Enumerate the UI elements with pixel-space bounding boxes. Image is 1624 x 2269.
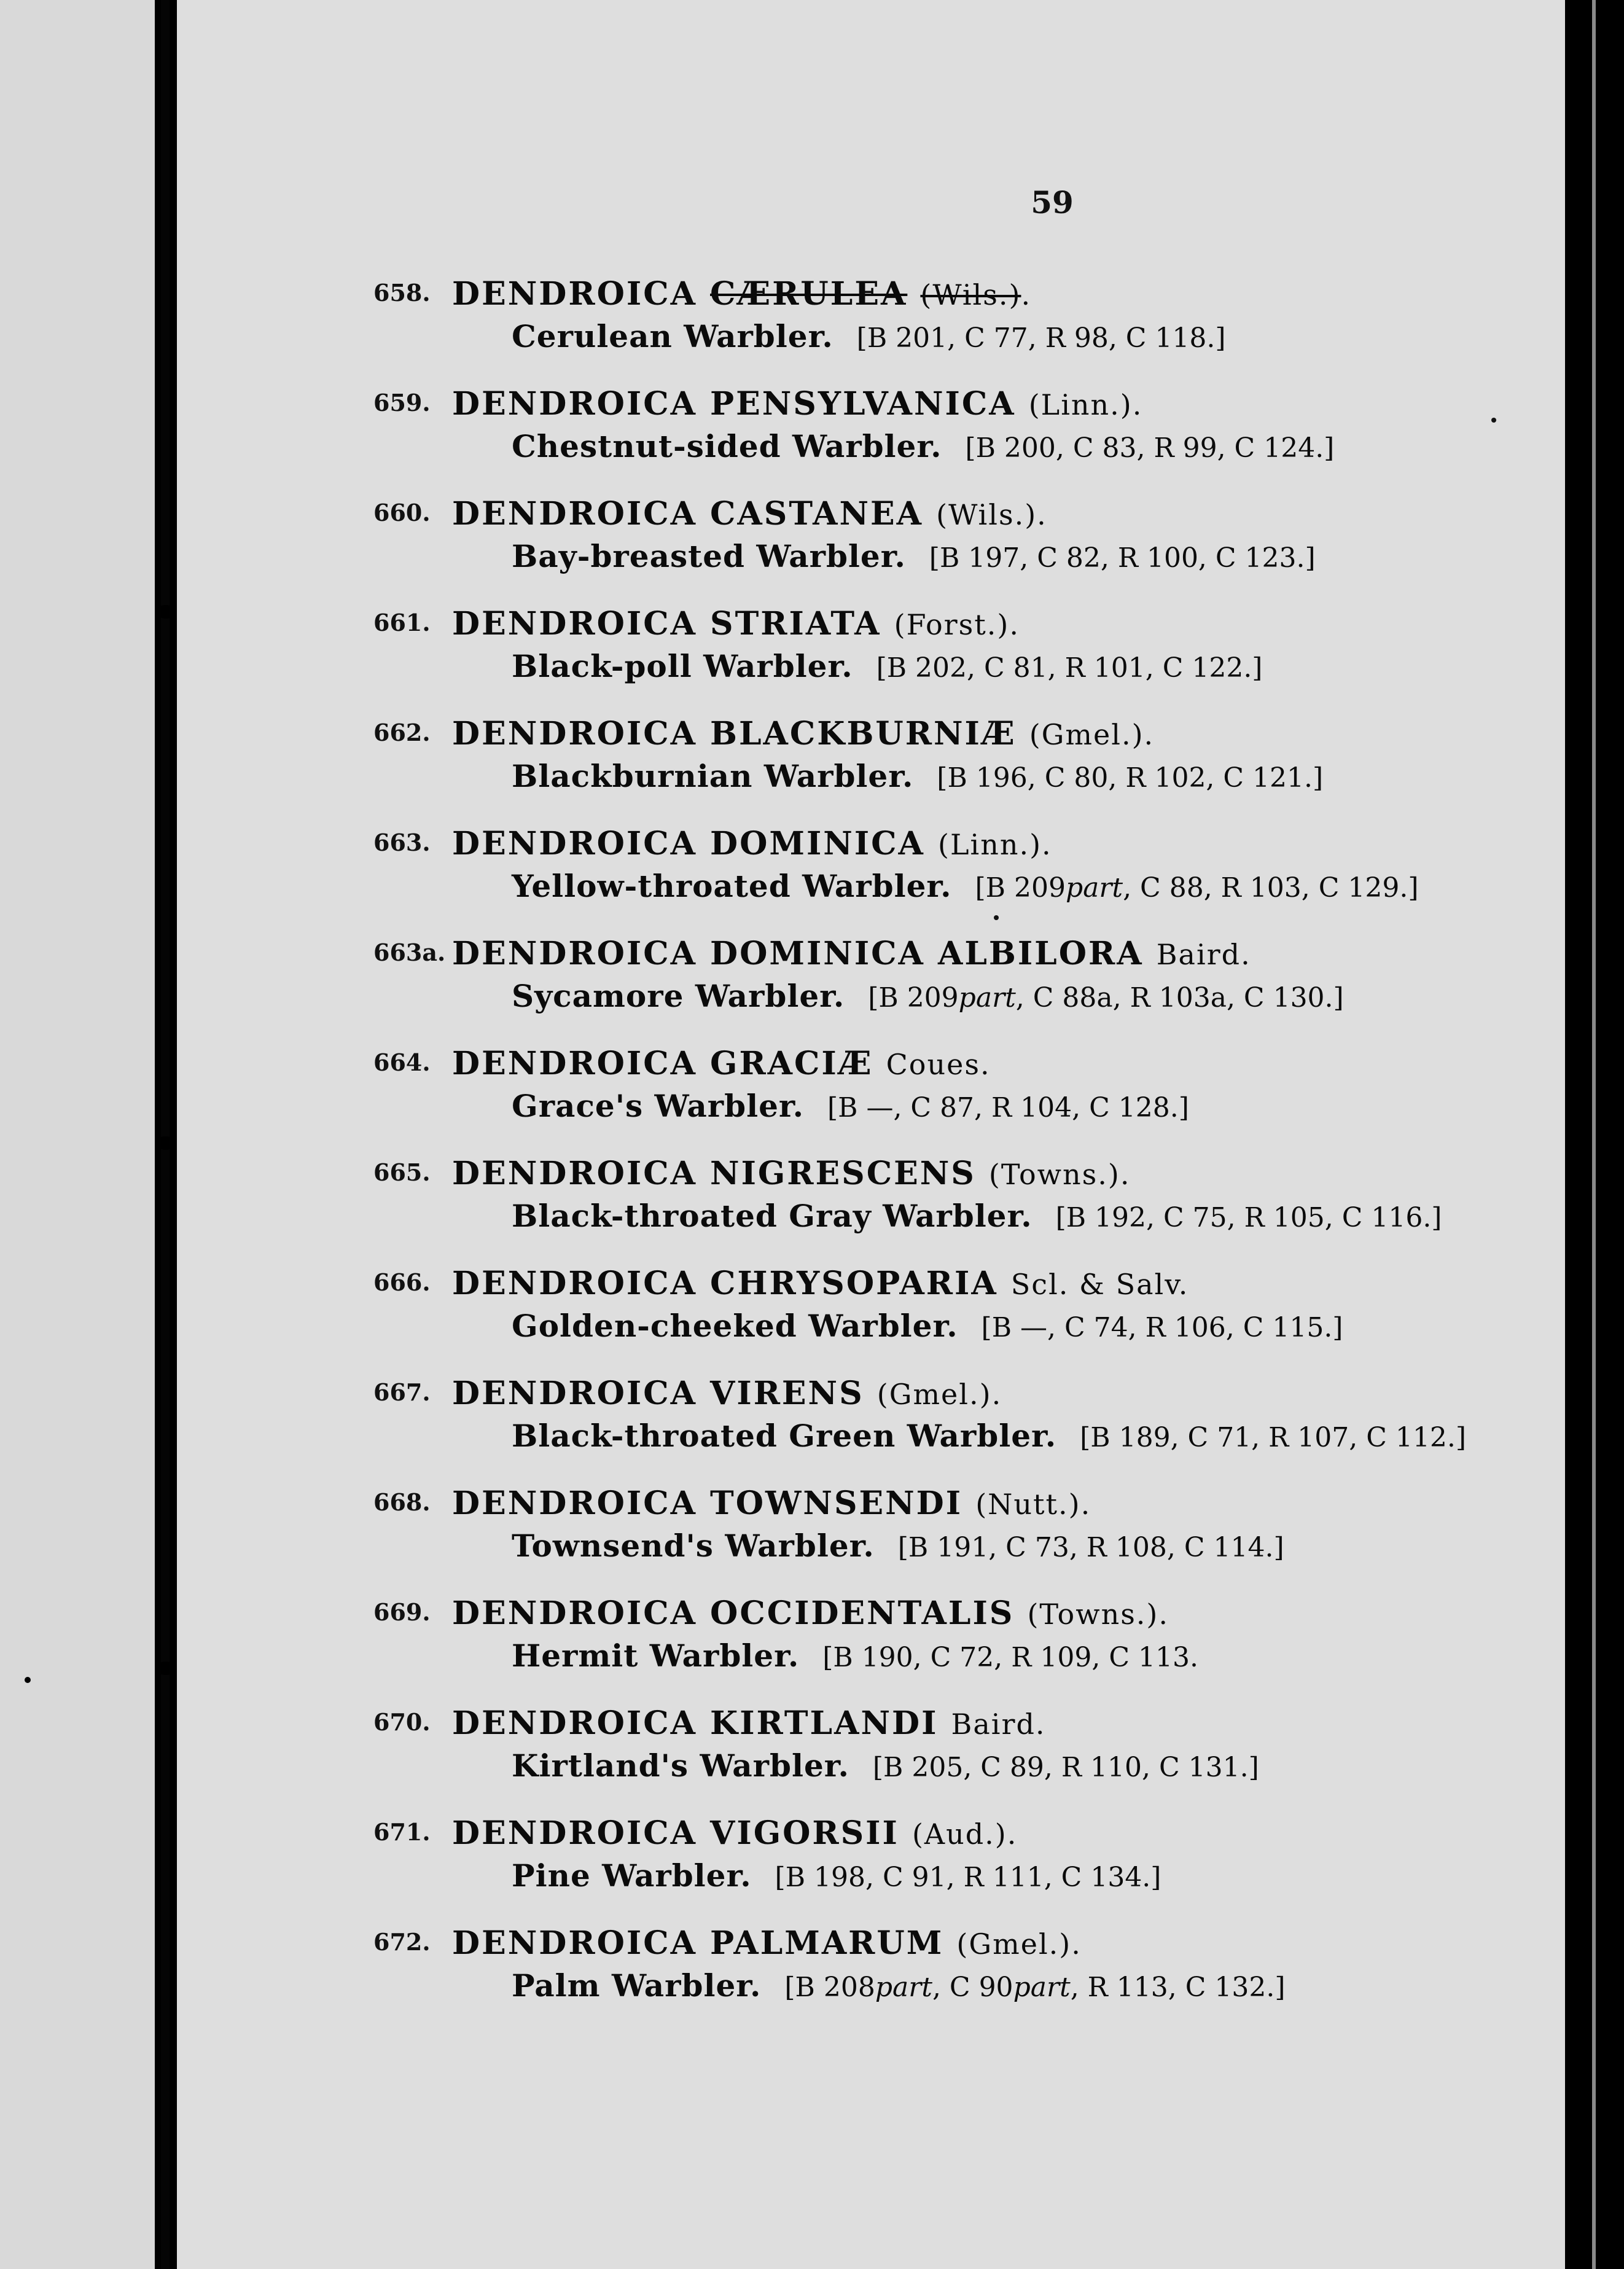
common-name: Black-throated Gray Warbler. [512,1198,1033,1234]
speck [1491,418,1496,423]
genus: DENDROICA [452,275,697,313]
references [1056,1202,1442,1233]
common-name: Cerulean Warbler. [512,318,833,354]
species: PENSYLVANICA [710,385,1016,423]
part-b: part [875,1972,932,2003]
common-name: Hermit Warbler. [512,1638,800,1674]
authority: (Gmel.). [1029,718,1155,751]
genus: DENDROICA [452,385,697,423]
adjacent-page-strip [0,0,155,2269]
entry-number: 670. [373,1708,431,1736]
species-entry [177,275,1565,385]
scientific-name [452,1924,1082,1962]
common-name-line [512,1308,1343,1344]
authority: Baird. [951,1708,1046,1741]
entry-number: 659. [373,389,431,416]
references [929,542,1316,574]
scientific-name [452,825,1052,862]
references [873,1752,1259,1783]
common-name-line [512,1967,1286,2004]
speck [25,1677,31,1683]
genus: DENDROICA [452,715,697,752]
species: OCCIDENTALIS [710,1595,1015,1632]
binding-notch [155,605,177,619]
species: STRIATA [710,605,881,642]
species: TOWNSENDI [710,1485,963,1522]
common-name: Yellow-throated Warbler. [512,868,952,904]
genus: DENDROICA [452,1045,697,1082]
references [898,1532,1284,1563]
species: DOMINICA [710,825,925,862]
binding-edge [161,0,170,2269]
page-number: 59 [1031,184,1074,221]
species-entry [177,715,1565,825]
common-name-line [512,1528,1284,1564]
refs-a: [B 209 [975,872,1066,904]
genus: DENDROICA [452,1814,697,1852]
genus: DENDROICA [452,1705,697,1742]
scientific-name [452,1375,1002,1412]
species-entry [177,1265,1565,1375]
authority: Scl. & Salv. [1010,1268,1189,1301]
refs-a: [B 197, C 82, R 100, C 123.] [929,542,1316,574]
references [775,1862,1161,1893]
references [975,872,1418,904]
authority: (Wils.). [936,498,1047,531]
refs-a: [B 192, C 75, R 105, C 116.] [1055,1202,1442,1233]
genus: DENDROICA [452,495,697,533]
refs-a: [B 198, C 91, R 111, C 134.] [775,1862,1161,1893]
species-entry [177,1814,1565,1924]
refs-b: , C 88, R 103, C 129.] [1123,872,1419,904]
genus: DENDROICA [452,825,697,862]
references [827,1092,1189,1123]
binding-notch [155,1662,177,1675]
common-name: Kirtland's Warbler. [512,1748,849,1784]
common-name: Blackburnian Warbler. [512,758,914,794]
references [868,982,1344,1013]
authority: (Gmel.). [876,1378,1002,1411]
scientific-name [452,1045,991,1082]
part-b: part [1065,872,1123,904]
entry-number: 671. [373,1818,431,1846]
entry-number: 663a. [373,939,446,966]
references [937,762,1323,794]
species-entry [177,605,1565,715]
species: BLACKBURNIÆ [710,715,1017,752]
species: CHRYSOPARIA [710,1265,998,1302]
refs-c: , R 113, C 132.] [1070,1972,1286,2003]
entry-number: 661. [373,609,431,636]
refs-a: [B 209 [868,982,959,1013]
species-entry [177,1705,1565,1814]
genus: DENDROICA [452,935,697,972]
common-name-line [512,1198,1442,1234]
genus: DENDROICA [452,1485,697,1522]
references [876,652,1263,684]
species-entry [177,385,1565,495]
species: NIGRESCENS [710,1155,976,1192]
scientific-name [452,605,1020,642]
refs-a: [B 208 [784,1972,875,2003]
scientific-name [452,385,1142,423]
common-name: Pine Warbler. [512,1857,752,1894]
entry-number: 665. [373,1158,431,1186]
authority: (Towns.). [988,1158,1131,1191]
authority: (Gmel.). [956,1927,1082,1961]
references [857,322,1226,354]
authority: (Linn.). [1028,388,1143,421]
entry-number: 667. [373,1378,431,1406]
genus: DENDROICA [452,1265,697,1302]
common-name: Black-poll Warbler. [512,648,853,684]
common-name: Townsend's Warbler. [512,1528,875,1564]
speck [994,915,999,920]
authority-tail: . [1021,278,1032,311]
entry-number: 664. [373,1049,431,1076]
entry-number: 662. [373,719,431,746]
common-name: Sycamore Warbler. [512,978,845,1014]
refs-a: [B 205, C 89, R 110, C 131.] [872,1752,1259,1783]
entry-number: 668. [373,1488,431,1516]
species-entry [177,1924,1565,2034]
species: CÆRULEA [710,275,908,313]
common-name: Palm Warbler. [512,1967,762,2004]
right-edge-rule [1592,0,1596,2269]
refs-a: [B 191, C 73, R 108, C 114.] [897,1532,1284,1563]
scientific-name [452,1705,1046,1742]
common-name: Black-throated Green Warbler. [512,1418,1057,1454]
authority: (Nutt.). [975,1488,1091,1521]
common-name-line [512,1638,1198,1674]
species-entry [177,825,1565,935]
species: PALMARUM [710,1924,944,1962]
common-name: Bay-breasted Warbler. [512,538,906,574]
refs-a: [B —, C 87, R 104, C 128.] [827,1092,1189,1123]
authority: (Aud.). [912,1818,1018,1851]
entry-number: 669. [373,1598,431,1626]
species-entry [177,495,1565,605]
scientific-name [452,1155,1130,1192]
entry-number: 672. [373,1928,431,1956]
refs-b: , C 90 [932,1972,1013,2003]
scientific-name [452,1265,1189,1302]
refs-a: [B 189, C 71, R 107, C 112.] [1080,1422,1467,1453]
genus: DENDROICA [452,1595,697,1632]
authority: (Towns.). [1027,1598,1169,1631]
genus: DENDROICA [452,1375,697,1412]
common-name: Golden-cheeked Warbler. [512,1308,958,1344]
species-entry [177,935,1565,1045]
refs-a: [B 196, C 80, R 102, C 121.] [937,762,1324,794]
references [822,1642,1198,1673]
common-name-line [512,868,1419,904]
common-name-line [512,538,1316,574]
references [1080,1422,1466,1453]
refs-b: , C 88a, R 103a, C 130.] [1015,982,1344,1013]
authority: (Wils.) [920,278,1021,311]
species-entry [177,1375,1565,1485]
refs-a: [B —, C 74, R 106, C 115.] [981,1312,1343,1343]
common-name-line [512,1748,1259,1784]
entry-number: 660. [373,499,431,526]
refs-a: [B 202, C 81, R 101, C 122.] [876,652,1263,684]
common-name-line [512,318,1226,354]
authority: Coues. [886,1048,991,1081]
scientific-name [452,1595,1169,1632]
scientific-name [452,275,1031,313]
common-name-line [512,978,1344,1014]
common-name: Chestnut-sided Warbler. [512,428,942,464]
common-name-line [512,428,1334,464]
genus: DENDROICA [452,1155,697,1192]
species-entry [177,1595,1565,1705]
species-entry [177,1045,1565,1155]
entry-number: 658. [373,279,431,307]
species: GRACIÆ [710,1045,873,1082]
book-page [177,0,1565,2269]
species: VIRENS [710,1375,864,1412]
authority: (Forst.). [894,608,1020,641]
authority: Baird. [1156,938,1251,971]
species: VIGORSII [710,1814,899,1852]
species: DOMINICA ALBILORA [710,935,1144,972]
scientific-name [452,1814,1017,1852]
references [982,1312,1343,1343]
part-b: part [958,982,1016,1013]
species-list [177,275,1565,2034]
refs-a: [B 190, C 72, R 109, C 113. [822,1642,1198,1673]
species: KIRTLANDI [710,1705,939,1742]
refs-a: [B 201, C 77, R 98, C 118.] [856,322,1226,354]
part-c: part [1013,1972,1071,2003]
authority: (Linn.). [938,828,1052,861]
common-name: Grace's Warbler. [512,1088,805,1124]
common-name-line [512,1857,1161,1894]
species: CASTANEA [710,495,924,533]
common-name-line [512,648,1262,684]
scientific-name [452,715,1154,752]
scientific-name [452,1485,1091,1522]
species-entry [177,1485,1565,1595]
genus: DENDROICA [452,605,697,642]
species-entry [177,1155,1565,1265]
scientific-name [452,935,1251,972]
refs-a: [B 200, C 83, R 99, C 124.] [965,432,1335,464]
entry-number: 666. [373,1268,431,1296]
references [965,432,1334,464]
entry-number: 663. [373,829,431,856]
references [784,1972,1285,2003]
common-name-line [512,1418,1466,1454]
scientific-name [452,495,1047,533]
common-name-line [512,1088,1189,1124]
common-name-line [512,758,1323,794]
binding-notch [155,1136,177,1150]
genus: DENDROICA [452,1924,697,1962]
